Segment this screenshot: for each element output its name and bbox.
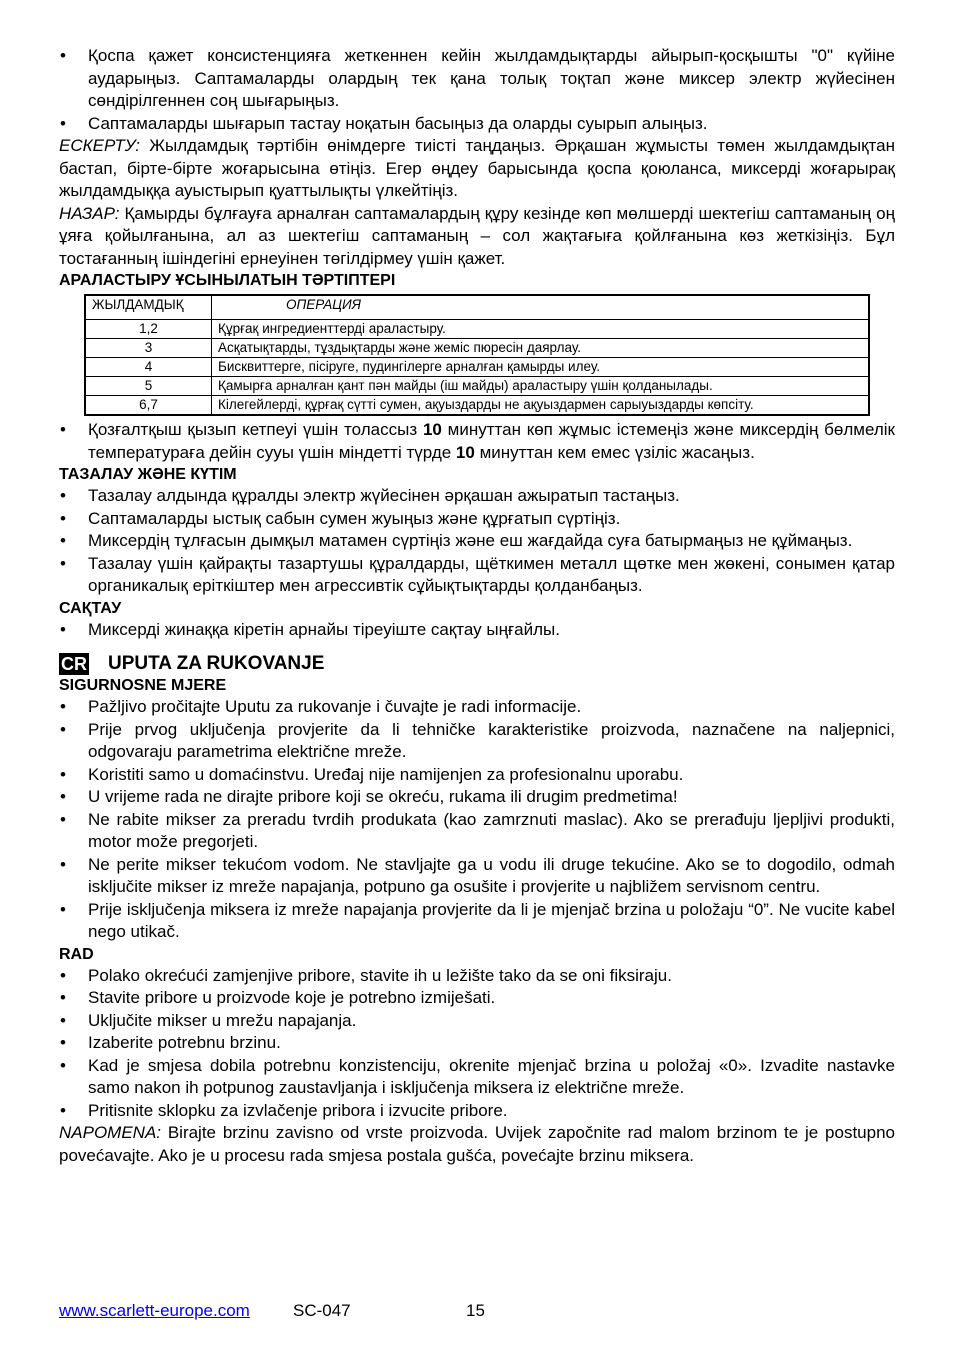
list-item: • Миксердің тұлғасын дымқыл матамен сүртіңіз және еш жағдайда суға батырмаңыз не құймаңыз. (59, 530, 895, 553)
list-item: • U vrijeme rada ne dirajte pribore koji se okreću, rukama ili drugim predmetima! (59, 786, 895, 809)
note-label: ЕСКЕРТУ: (59, 136, 140, 155)
note-label: НАЗАР: (59, 203, 120, 223)
note-label: NAPOMENA: (59, 1123, 162, 1142)
kz-storage-heading: САҚТАУ (59, 599, 122, 617)
operation-cell: Құрғақ ингредиенттерді араластыру. (212, 320, 870, 339)
kz-table-heading: АРАЛАСТЫРУ ҰСЫНЫЛАТЫН ТӘРТІПТЕРІ (59, 272, 396, 289)
kz-note-speed (59, 135, 895, 203)
cr-section-title (59, 652, 895, 675)
table-header-row (85, 295, 869, 320)
list-item: • Тазалау алдында құралды электр жүйесінен әрқашан ажыратып тастаңыз. (59, 485, 895, 508)
list-item: • Kad je smjesa dobila potrebnu konzistenciju, okrenite mjenjač brzina u položaj «0». Izvadite nastavke samo nakon ih potpunog zaustavljanja i isključenja miksera iz električne mreže. (59, 1055, 895, 1100)
list-item: • Миксерді жинаққа кіретін арнайы тіреуіште сақтау ыңғайлы. (59, 619, 895, 642)
operation-cell: Қамырға арналған қант пән майды (іш майды) араластыру үшін қолданылады. (212, 377, 870, 396)
table-row (85, 377, 869, 396)
kz-cleaning-list (59, 485, 895, 598)
page-footer (59, 1300, 485, 1322)
list-item: • Саптамаларды ыстық сабын сумен жуыңыз және құрғатып сүртіңіз. (59, 508, 895, 531)
list-item: • Тазалау үшін қайрақты тазартушы құралдарды, щёткимен металл щөтке мен жөкені, сонымен қатар органикалық еріткіштер мен агрессивтік сұйықтықтарды қолданбаңыз. (59, 553, 895, 598)
page-number: 15 (466, 1301, 485, 1320)
list-item: • Қоспа қажет консистенцияға жеткеннен кейін жылдамдықтарды айырып-қосқышты "0" күйіне аударыңыз. Саптамаларды олардың тек қана толық тоқтап және миксер электр жүйесінен сөндірілгеннен соң шығарыңыз. (59, 45, 895, 113)
list-item: • Саптамаларды шығарып тастау ноқатын басыңыз да оларды суырып алыңыз. (59, 113, 895, 136)
list-item: • Koristiti samo u domaćinstvu. Uređaj nije namijenjen za profesionalnu uporabu. (59, 764, 895, 787)
list-item: • Prije isključenja miksera iz mreže napajanja provjerite da li je mjenjač brzina u položaju “0”. Ne vucite kabel nego utikač. (59, 899, 895, 944)
kz-top-list (59, 45, 895, 135)
cr-safety-list (59, 696, 895, 944)
list-item: • Pritisnite sklopku za izvlačenje pribora i izvucite pribore. (59, 1100, 895, 1123)
cr-note (59, 1122, 895, 1167)
list-item: • Ne perite mikser tekućom vodom. Ne stavljajte ga u vodu ili druge tekućine. Ako se to dogodilo, odmah isključite mikser iz mreže napajanja, potpuno ga osušite i provjerite u najbližem servisnom centru. (59, 854, 895, 899)
operation-cell: Бисквиттерге, пісіруге, пудингілерге арналған қамырды илеу. (212, 358, 870, 377)
operation-cell: Асқатықтарды, тұздықтарды және жеміс пюресін даярлау. (212, 339, 870, 358)
model-number: SC-047 (293, 1301, 351, 1320)
list-item: • Pažljivo pročitajte Uputu za rukovanje i čuvajte je radi informacije. (59, 696, 895, 719)
table-row (85, 320, 869, 339)
speed-cell: 5 (85, 377, 212, 396)
speed-cell: 1,2 (85, 320, 212, 339)
list-item: • Stavite pribore u proizvode koje je potrebno izmiješati. (59, 987, 895, 1010)
list-item: • Prije prvog uključenja provjerite da li tehničke karakteristike proizvoda, naznačene na naljepnici, odgovaraju parametrima električne mreže. (59, 719, 895, 764)
speed-column-header: ЖЫЛДАМДЫҚ (85, 295, 212, 320)
table-row (85, 358, 869, 377)
kz-note-attention (59, 203, 895, 271)
list-item (59, 419, 895, 464)
minutes-value: 10 (422, 420, 442, 439)
table-row (85, 396, 869, 416)
speed-cell: 6,7 (85, 396, 212, 416)
kz-storage-list (59, 619, 895, 642)
note-text: Birajte brzinu zavisno od vrste proizvoda. Uvijek započnite rad malom brzinom te je postupno povećavajte. Ako je u procesu rada smjesa postala gušća, povećajte brzinu miksera. (59, 1123, 895, 1165)
page-content (59, 45, 895, 1167)
note-text: Жылдамдық тәртібін өнімдерге тиісті таңдаңыз. Әрқашан жұмысты төмен жылдамдықтан бастап, біртe-біртe жоғарысына өтіңіз. Егер өңдеу барысында қоспа қоюланса, миксерді жоғарырақ жылдамдыққа ауыстырып қуаттылықты үлкейтіңіз. (59, 136, 895, 200)
cr-work-heading: RAD (59, 945, 94, 963)
text-run: минуттан кем емес үзіліс жасаңыз. (474, 442, 755, 462)
table-row (85, 339, 869, 358)
list-item: • Uključite mikser u mrežu napajanja. (59, 1010, 895, 1033)
website-link[interactable]: www.scarlett-europe.com (59, 1301, 250, 1320)
operation-cell: Кілегейлерді, құрғақ сүтті сумен, ақуыздарды не ақуыздармен сарыуыздарды көпсіту. (212, 396, 870, 416)
cr-work-list (59, 965, 895, 1123)
kz-overheat-list (59, 419, 895, 464)
note-text: Қамырды бұлғауға арналған саптамалардың құру кезінде көп мөлшерді шектегіш саптаманың оң ұяға қойылғанына, ал аз шектегіш саптаманың – сол жақтағыға қойлғанына көз жеткізіңіз. Бұл тостағанның ішіндегіні ернеуінен төгілдірмеу үшін қажет. (59, 203, 895, 268)
list-item: • Ne rabite mikser za preradu tvrdih produkata (kao zamrznuti maslac). Ako se prerađuju ljepljivi produkti, motor može pregorjeti. (59, 809, 895, 854)
language-badge: CR (61, 653, 87, 674)
list-item: • Polako okrećući zamjenjive pribore, stavite ih u ležište tako da se oni fiksiraju. (59, 965, 895, 988)
speed-cell: 4 (85, 358, 212, 377)
speed-modes-table (84, 294, 870, 416)
text-run: Қозғалтқыш қызып кетпеуі үшін толассыз (88, 420, 423, 439)
section-name: UPUTA ZA RUKOVANJE (108, 653, 325, 674)
cr-safety-heading: SIGURNOSNE MJERE (59, 677, 227, 694)
operation-column-header: ОПЕРАЦИЯ (212, 295, 870, 320)
minutes-value: 10 (455, 442, 475, 462)
speed-cell: 3 (85, 339, 212, 358)
text-run: минуттан көп жұмыс істемеңіз және миксердің бөлмелік температураға дейін суyы үшін міндетті түрде (88, 420, 895, 462)
kz-cleaning-heading: ТАЗАЛАУ ЖӘНЕ КҮТІМ (59, 466, 237, 483)
list-item: • Izaberite potrebnu brzinu. (59, 1032, 895, 1055)
